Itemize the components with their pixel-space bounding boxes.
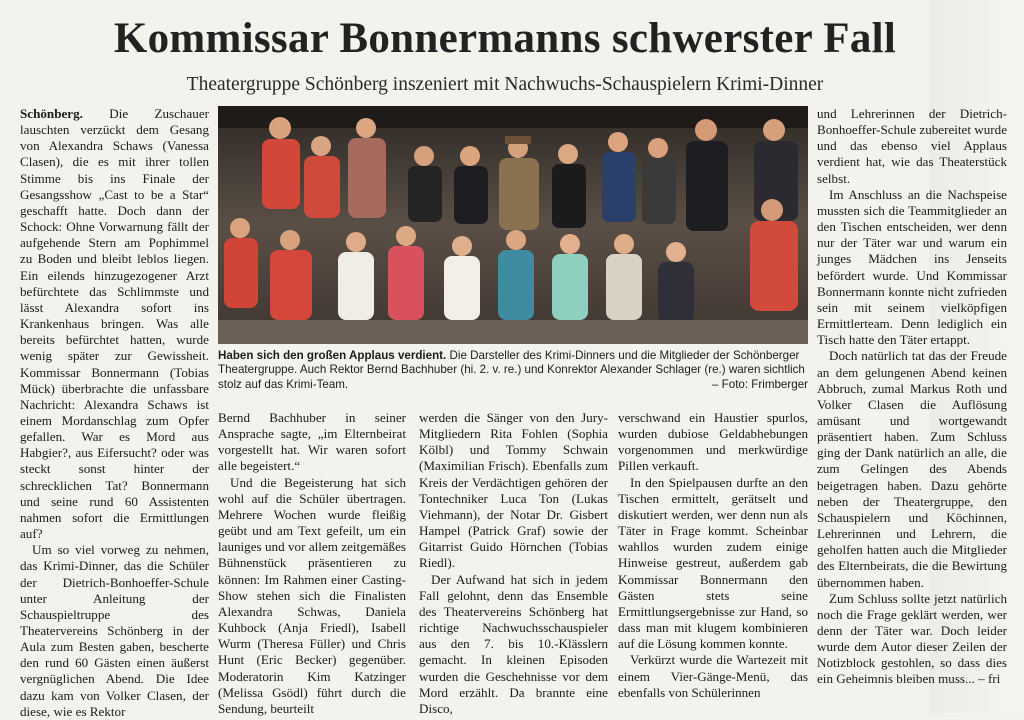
paragraph [817, 591, 1007, 688]
paragraph: In den Spielpausen durfte an den Tischen ermittelt, gerätselt und diskutiert werden, wer denn nun als Täter in Frage kommt. Scheinbar wahllos wurden zudem einige Hinweise gestreut, außerdem gab Kommissar Bonnermann den Gästen stets seine Ermittlungsergebnisse zur Hand, so dass man mit klugem kombinieren auf die Lösung kommen konnte. [618, 474, 808, 652]
photo-caption [218, 349, 808, 392]
paragraph: verschwand ein Haustier spurlos, wurden dubiose Geldabhebungen vorgenommen und merkwürdige Pillen verkauft. [618, 410, 808, 474]
author-sign: – fri [978, 671, 1001, 687]
paragraph: Die Zuschauer lauschten verzückt dem Gesang von Alexandra Schaws (Vanessa Clasen), die es mit ihrer tollen Stimme bis ins Finale der Gesangsshow „Cast to be a Star“ geschafft hatte. Doch dann der Schock: Ohne Vorwarnung fällt der aufgehende Stern am Pophimmel zu Boden und bleibt leblos liegen. Ein eilends hinzugezogener Arzt befürchtete das Schlimmste und lässt Alexandra sofort ins Krankenhaus bringen. Was alle bereits befürchtet hatten, wurde wenig später zur Gewissheit. Kommissar Bonnermann (Tobias Mück) überbrachte die unfassbare Nachricht: Alexandra Schaws ist einem Mordanschlag zum Opfer gefallen. War es Mord aus Habgier?, aus Eifersucht? oder was steckt sonst hinter der schrecklichen Tat? Bonnermann und seine rund 60 Assistenten nahmen sofort die Ermittlungen auf? [20, 106, 209, 542]
paragraph: Verkürzt wurde die Wartezeit mit einem Vier-Gänge-Menü, das ebenfalls von Schülerinnen [618, 652, 808, 700]
caption-title: Haben sich den großen Applaus verdient. [218, 349, 447, 362]
headline: Kommissar Bonnermanns schwerster Fall [113, 15, 897, 62]
article-column-4 [618, 410, 808, 700]
subheadline: Theatergruppe Schönberg inszeniert mit Nachwuchs-Schauspielern Krimi-Dinner [186, 74, 824, 95]
paragraph: Im Anschluss an die Nachspeise mussten sich die Teammitglieder an den Tischen entscheiden, wer denn nur der Täter war und warum ein junges Mädchen ins Jenseits befördert wurde. Und Kommissar Bonnermann konnte nicht zufrieden sein mit seinem vielköpfigen Ermittlerteam. Denn lediglich ein Tisch hatte den Täter ertappt. [817, 186, 1007, 348]
article-column-2 [218, 410, 406, 716]
group-photo [218, 106, 808, 344]
paragraph: Um so viel vorweg zu nehmen, das Krimi-Dinner, das die Schüler der Dietrich-Bonhoeffer-Schule unter Anleitung der Schauspieltruppe des Theatervereins Schönberg in der Aula zum Besten gaben, bescherte den rund 60 Gästen einen äußerst vergnüglichen Abend. Die Idee dazu kam von Volker Clasen, der diese, wie es Rektor [20, 542, 209, 719]
photo-credit: – Foto: Frimberger [712, 377, 808, 391]
paragraph: werden die Sänger von den Jury-Mitgliedern Rita Fohlen (Sophia Kölbl) und Tommy Schwain (Maximilian Frisch). Ebenfalls zum Kreis der Verdächtigen gehören der Tontechniker Luca Ton (Lukas Viehmann), der Notar Dr. Gisbert Hampel (Patrick Graf) sowie der Gitarrist Guido Hörnchen (Tobias Riedl). [419, 410, 608, 571]
article-column-3 [419, 410, 608, 716]
caption-text: Die Darsteller des Krimi-Dinners und die Mitglieder der Schönberger Theatergruppe. Auch Rektor Bernd Bachhuber (hi. 2. v. re.) und Konrektor Alexander Schlager (re.) waren sichtlich stolz auf das Krimi-Team. [218, 349, 805, 391]
paragraph: Bernd Bachhuber in seiner Ansprache sagte, „im Elternbeirat vorgestellt hat. Wir waren sofort alle begeistert.“ [218, 410, 406, 474]
paragraph: und Lehrerinnen der Dietrich-Bonhoeffer-Schule zubereitet wurde und das ebenso viel Applaus verdient hat, wie das Theaterstück selbst. [817, 106, 1008, 186]
paragraph: Doch natürlich tat das der Freude an dem gelungenen Abend keinen Abbruch, zumal Markus Roth und Volker Clasen die Auflösung amüsant und wortgewandt präsentiert haben. Zum Schluss ging der Dank natürlich an alle, die zum Gelingen des Abends beigetragen haben. Dazu gehörte neben der Theatergruppe, den Schauspielern und Köchinnen, Lehrerinnen und Lehrern, die geholfen hatten auch die Mitglieder des Elternbeirats, die die Bewirtung übernommen haben. [817, 348, 1007, 590]
dateline: Schönberg. [20, 106, 83, 121]
paragraph-text: Zum Schluss sollte jetzt natürlich noch die Frage geklärt werden, wer denn der Täter war. Doch leider wurde dem Autor dieser Zeilen der Notizblock gestohlen, so dass dies ein Geheimnis bleiben muss... [817, 590, 1007, 687]
article-column-5 [817, 106, 1007, 690]
group-photo-illustration [218, 106, 808, 344]
article-column-1 [20, 106, 209, 719]
paragraph: Der Aufwand hat sich in jedem Fall gelohnt, denn das Ensemble des Theatervereins Schönberg hat richtige Nachwuchsschauspieler aus den 7. bis 10.-Klässlern gemacht. In kleinen Episoden wurden die Geschehnisse vor dem Mord erzählt. Da brannte eine Disco, [419, 571, 608, 716]
paragraph: Und die Begeisterung hat sich wohl auf die Schüler übertragen. Mehrere Wochen wurde fleißig geübt und am Text gefeilt, um ein launiges und vor allem zeitgemäßes Bühnenstück präsentieren zu können: Im Rahmen einer Casting-Show stehen sich die Finalisten Alexandra Schwas, Daniela Kuhbock (Anja Friedl), Isabell Wurm (Theresa Füller) und Chris Hunt (Eric Becker) gegenüber. Moderatorin Kim Katzinger (Melissa Gsödl) führt durch die Sendung, beurteilt [218, 474, 406, 716]
